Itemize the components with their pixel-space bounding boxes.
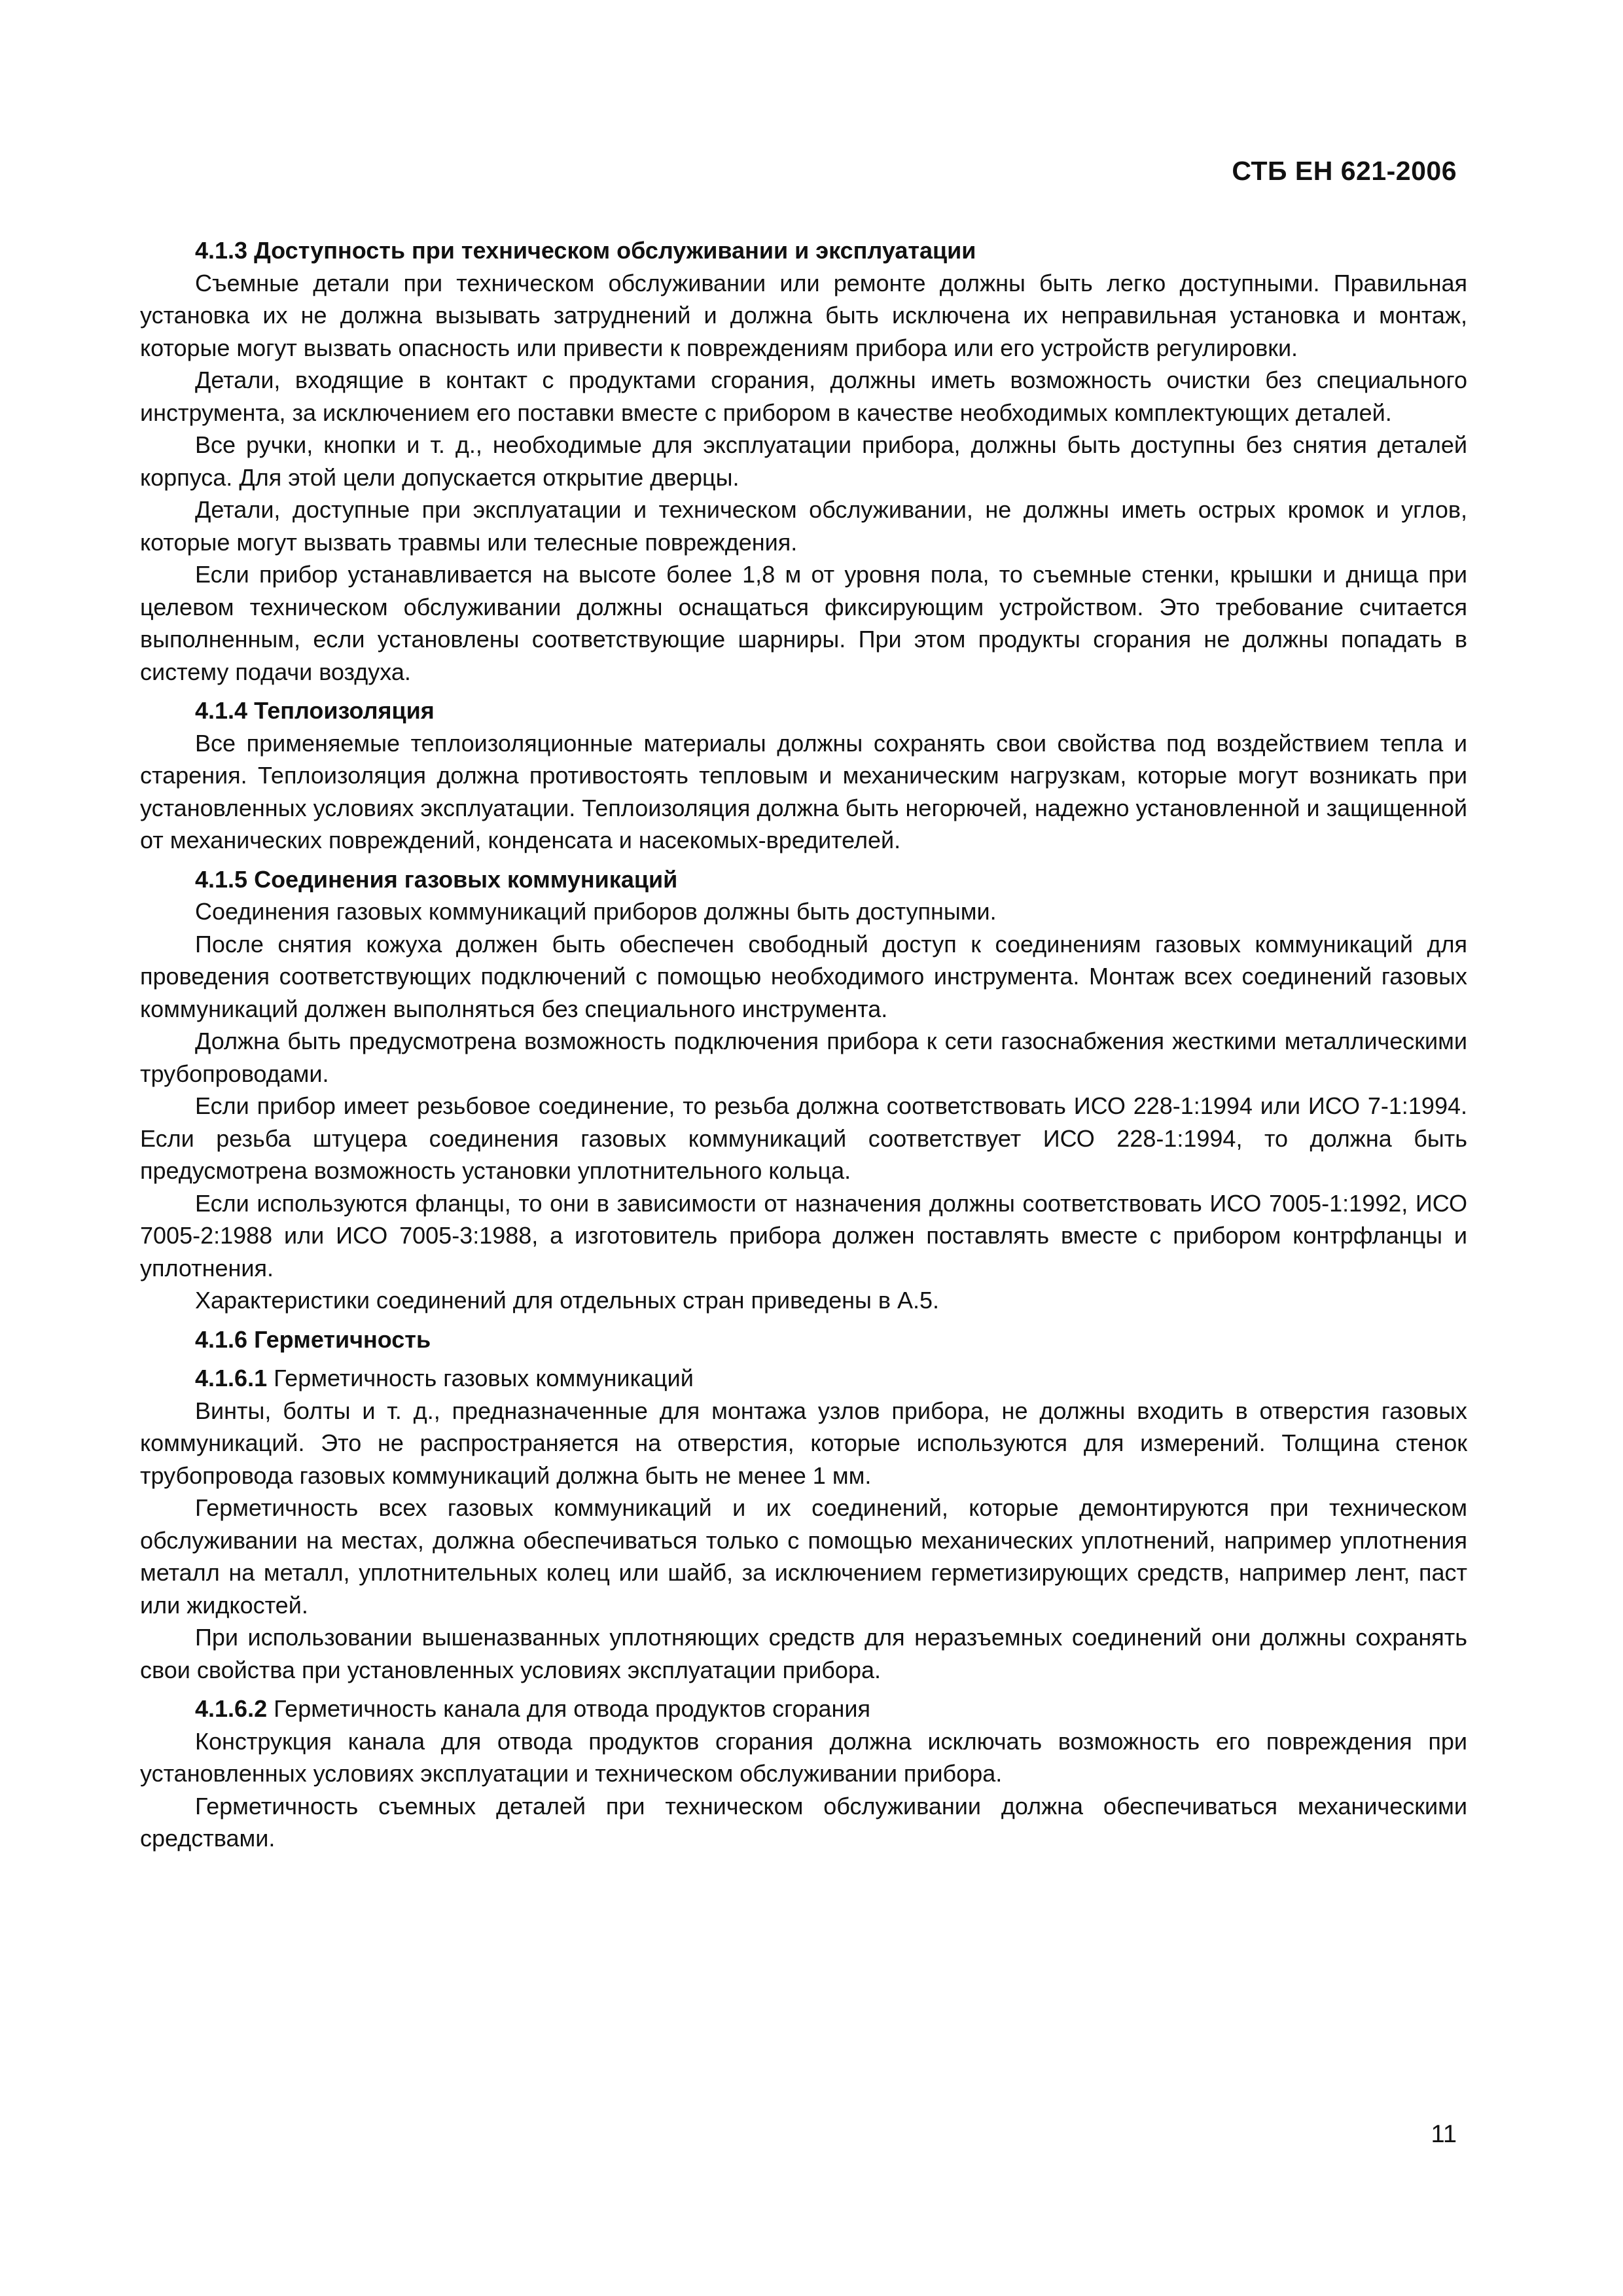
paragraph: Конструкция канала для отвода продуктов сгорания должна исключать возможность его повреждения при установленных условиях эксплуатации и техническом обслуживании прибора. xyxy=(140,1727,1467,1787)
document-body xyxy=(140,234,1467,1855)
paragraph: Соединения газовых коммуникаций приборов должны быть доступными. xyxy=(195,898,997,925)
paragraph: Если используются фланцы, то они в зависимости от назначения должны соответствовать ИСО 7005-1:1992, ИСО 7005-2:1988 или ИСО 7005-3:1988, а изготовитель прибора должен поставлять вместе с прибором контрфланцы и уплотнения. xyxy=(140,1189,1467,1282)
paragraph: Детали, входящие в контакт с продуктами сгорания, должны иметь возможность очистки без специального инструмента, за исключением его поставки вместе с прибором в качестве необходимых комплектующих деталей. xyxy=(140,367,1467,426)
section-heading-4-1-6: 4.1.6 Герметичность xyxy=(195,1325,431,1353)
section-heading-4-1-3: 4.1.3 Доступность при техническом обслуживании и эксплуатации xyxy=(195,237,976,264)
paragraph: Если прибор имеет резьбовое соединение, то резьба должна соответствовать ИСО 228-1:1994 или ИСО 7-1:1994. Если резьба штуцера соединения газовых коммуникаций соответствует ИСО 228-1:1994, то должна быть предусмотрена возможность установки уплотнительного кольца. xyxy=(140,1092,1467,1184)
document-code: СТБ ЕН 621-2006 xyxy=(1232,156,1457,186)
paragraph: Характеристики соединений для отдельных стран приведены в А.5. xyxy=(195,1287,940,1314)
paragraph: Все применяемые теплоизоляционные материалы должны сохранять свои свойства под воздействием тепла и старения. Теплоизоляция должна противостоять тепловым и механическим нагрузкам, которые могут возникать при установленных условиях эксплуатации. Теплоизоляция должна быть негорючей, надежно установленной и защищенной от механических повреждений, конденсата и насекомых-вредителей. xyxy=(140,729,1467,853)
paragraph: При использовании вышеназванных уплотняющих средств для неразъемных соединений они должны сохранять свои свойства при установленных условиях эксплуатации прибора. xyxy=(140,1624,1467,1683)
page-number: 11 xyxy=(1431,2121,1457,2148)
paragraph: После снятия кожуха должен быть обеспечен свободный доступ к соединениям газовых коммуникаций для проведения соответствующих подключений с помощью необходимого инструмента. Монтаж всех соединений газовых коммуникаций должен выполняться без специального инструмента. xyxy=(140,930,1467,1022)
subsection-number: 4.1.6.1 xyxy=(195,1365,268,1391)
subsection-title: Герметичность газовых коммуникаций xyxy=(267,1365,694,1391)
paragraph: Все ручки, кнопки и т. д., необходимые для эксплуатации прибора, должны быть доступны без снятия деталей корпуса. Для этой цели допускается открытие дверцы. xyxy=(140,431,1467,491)
paragraph: Герметичность съемных деталей при техническом обслуживании должна обеспечиваться механическими средствами. xyxy=(140,1792,1467,1852)
paragraph: Винты, болты и т. д., предназначенные для монтажа узлов прибора, не должны входить в отверстия газовых коммуникаций. Это не распространяется на отверстия, которые используются для измерений. Толщина стенок трубопровода газовых коммуникаций должна быть не менее 1 мм. xyxy=(140,1397,1467,1489)
paragraph: Если прибор устанавливается на высоте более 1,8 м от уровня пола, то съемные стенки, крышки и днища при целевом техническом обслуживании должны оснащаться фиксирующим устройством. Это требование считается выполненным, если установлены соответствующие шарниры. При этом продукты сгорания не должны попадать в систему подачи воздуха. xyxy=(140,561,1467,685)
section-heading-4-1-5: 4.1.5 Соединения газовых коммуникаций xyxy=(195,865,678,893)
subsection-title: Герметичность канала для отвода продуктов сгорания xyxy=(267,1695,871,1722)
subsection-number: 4.1.6.2 xyxy=(195,1695,268,1722)
paragraph: Герметичность всех газовых коммуникаций и их соединений, которые демонтируются при техническом обслуживании на местах, должна обеспечиваться только с помощью механических уплотнений, например уплотнения металл на металл, уплотнительных колец или шайб, за исключением герметизирующих средств, например лент, паст или жидкостей. xyxy=(140,1494,1467,1619)
section-heading-4-1-4: 4.1.4 Теплоизоляция xyxy=(195,697,435,724)
paragraph: Съемные детали при техническом обслуживании или ремонте должны быть легко доступными. Правильная установка их не должна вызывать затруднений и должна быть исключена их неправильная установка и монтаж, которые могут вызвать опасность или привести к повреждениям прибора или его устройств регулировки. xyxy=(140,269,1467,361)
subsection-heading-4-1-6-2 xyxy=(140,1693,1467,1725)
subsection-heading-4-1-6-1 xyxy=(140,1362,1467,1395)
paragraph: Детали, доступные при эксплуатации и техническом обслуживании, не должны иметь острых кромок и углов, которые могут вызвать травмы или телесные повреждения. xyxy=(140,496,1467,556)
paragraph: Должна быть предусмотрена возможность подключения прибора к сети газоснабжения жесткими металлическими трубопроводами. xyxy=(140,1028,1467,1087)
